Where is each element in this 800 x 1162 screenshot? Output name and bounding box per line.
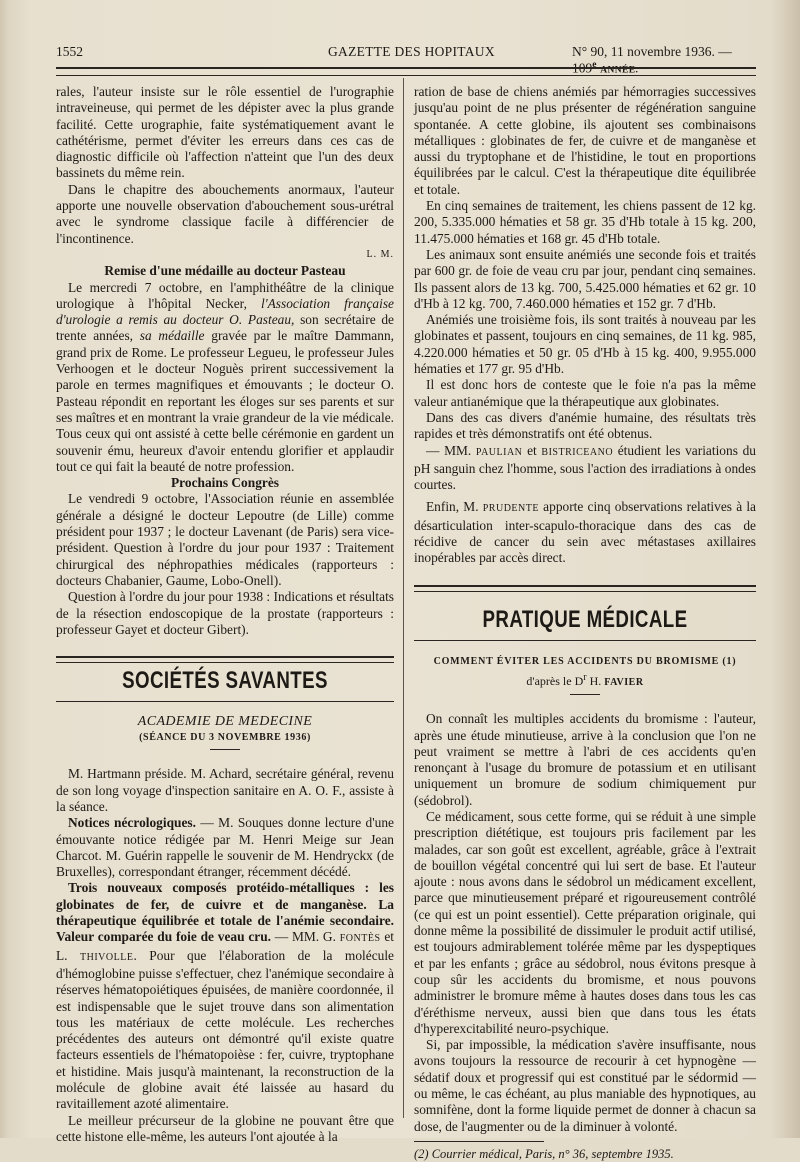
article-paragraph: rales, l'auteur insiste sur le rôle essentiel de l'urographie intraveineuse, qui permet de les dépister avec la plus grande facilité. Cette urographie, faite systématiquement avant le cathétérisme, permet d'éviter les erreurs dans ces cas de diagnostic difficile où l'affection n'atteint que l'un des deux bassinets du même rein. [56,84,394,181]
article-paragraph: On connaît les multiples accidents du bromisme : l'auteur, après une étude minutieuse, arrive à la conclusion que l'on ne peut vraiment se mettre à l'abri de ces accidents qu'en renonçant à l'usage du bromure de potassium et en utilisant uniquement un bromure de sodium chimiquement pur (sédobrol). [414,711,756,808]
section-title-societes-savantes: SOCIÉTÉS SAVANTES [122,667,328,695]
section-title-pratique-medicale: PRATIQUE MÉDICALE [482,605,688,633]
heading-prochains-congres: Prochains Congrès [171,475,279,491]
section-rule [56,701,394,702]
journal-title: GAZETTE DES HOPITAUX [328,44,495,59]
article-paragraph: Les animaux sont ensuite anémiés une seconde fois et traités par 600 gr. de foie de veau cru par jour, pendant cinq semaines. Ils passent alors de 13 kg. 700, 5.425.000 hématies et 62 gr. 10 d'Hb à 12 kg. 700, 7.460.000 hématies et 152 gr. 7 d'Hb. [414,246,756,311]
left-column [56,84,394,1145]
heading-remise-medaille: Remise d'une médaille au docteur Pasteau [104,263,346,279]
short-rule [210,749,240,750]
article-paragraph: M. Hartmann préside. M. Achard, secrétaire général, revenu de son long voyage d'inspection sanitaire en A. O. F., assiste à la séance. [56,766,394,814]
article-paragraph: Trois nouveaux composés protéido-métalliques : les globinates de fer, de cuivre et de manganèse. La thérapeutique équilibrée et totale de l'anémie secondaire. Valeur comparée du foie de veau cru. — MM. G. FONTÈS et L. THIVOLLE. Pour que l'élaboration de la molécule d'hémoglobine puisse s'effectuer, chez l'anémique secondaire à réserves hématopoiétiques épuisées, de manière coordonnée, il est indispensable que le sujet trouve dans son alimentation tous les matériaux de cette molécule. Les recherches précédentes des auteurs ont démontré qu'il existe quatre facteurs essentiels de l'hématopoièse : fer, cuivre, tryptophane et histidine. Mais jusqu'à maintenant, la reconstruction de la molécule de globine avait été laissée au hasard du ravitaillement azoté alimentaire. [56,880,394,1112]
article-title-bromisme: COMMENT ÉVITER LES ACCIDENTS DU BROMISME (1) [433,655,737,667]
short-rule [570,694,600,695]
seance-date: (SÉANCE DU 3 NOVEMBRE 1936) [139,732,311,744]
article-byline: d'après le $D^r$ H. FAVIER [526,671,644,688]
section-rule [414,585,756,592]
article-paragraph: Le meilleur précurseur de la globine ne pouvant être que cette histone elle-même, les auteurs l'ont ajoutée à la [56,1112,394,1144]
section-rule [56,656,394,663]
page-number: 1552 [56,44,83,59]
right-column [414,84,756,1162]
article-paragraph: Notices nécrologiques. — M. Souques donne lecture d'une émouvante notice rédigée par M. Henri Meige sur Jean Charcot. M. Guérin rappelle le souvenir de M. Hendryckx (de Bruxelles), correspondant étranger, récemment décédé. [56,815,394,880]
page-header [56,44,756,76]
header-rule [56,67,756,76]
article-paragraph: Si, par impossible, la médication s'avère insuffisante, nous avons toujours la ressource de recourir à cet hypnogène — sédatif doux et progressif qui est constitué par le sédormid — ou même, le cas échéant, au plus maniable des hypnotiques, au somnifène, dont la forme liquide permet de donner à chacun sa dose, de l'augmenter ou de la diminuer à volonté. [414,1037,756,1134]
column-divider [403,78,404,1118]
footnote-rule [414,1141,544,1142]
article-paragraph: Dans des cas divers d'anémie humaine, des résultats très rapides et très démonstratifs ont été obtenus. [414,409,756,442]
author-signature: L. M. [366,248,394,260]
academie-heading: ACADEMIE DE MEDECINE [137,714,313,730]
footnote: (2) Courrier médical, Paris, n° 36, septembre 1935. [414,1146,674,1161]
article-paragraph: Dans le chapitre des abouchements anormaux, l'auteur apporte une nouvelle observation d'abouchement sous-urétral avec le syndrome classique facile à différencier de l'incontinence. [56,181,394,246]
issue-info: N° 90, 11 novembre 1936. — 109e ANNÉE. [572,44,732,76]
article-paragraph: Anémiés une troisième fois, ils sont traités à nouveau par les globinates et passent, toujours en cinq semaines, de 11 kg. 985, 4.220.000 hématies et 50 gr. 05 d'Hb à 15 kg. 400, 9.955.000 hématies et 177 gr. 95 d'Hb. [414,312,756,377]
article-paragraph: Le vendredi 9 octobre, l'Association réunie en assemblée générale a désigné le docteur Lepoutre (de Lille) comme président pour 1937 ; le docteur Lavenant (de Paris) sera vice-président. Question à l'ordre du jour pour 1937 : Traitement chirurgical des néphropathies médicales (rapporteurs : docteurs Chabanier, Gaume, Lobo-Onell). [56,491,394,588]
article-paragraph: Le mercredi 7 octobre, en l'amphithéâtre de la clinique urologique à l'hôpital Necker, l'Association française d'urologie a remis au docteur O. Pasteau, son secrétaire de trente années, sa médaille gravée par le maître Dammann, grand prix de Rome. Le professeur Legueu, le professeur Jules Verhoogen et le docteur Noguès prirent successivement la parole en termes magnifiques et émouvants ; le docteur O. Pasteau répondit en reportant les éloges sur ses parents et sur ses maîtres et en montrant la vraie grandeur de la vie médicale. Tous ceux qui ont assisté à cette belle cérémonie en gardent un souvenir ému, heureux d'avoir entendu glorifier et applaudir tout ce qui fait la beauté de notre profession. [56,279,394,474]
article-paragraph: Enfin, M. PRUDENTE apporte cinq observations relatives à la désarticulation inter-scapulo-thoracique dans des cas de récidive de cancer du sein avec métastases axillaires inopérables par accès direct. [414,499,757,566]
article-paragraph: Question à l'ordre du jour pour 1938 : Indications et résultats de la résection endoscopique de la prostate (rapporteurs : professeur Gayet et docteur Gibert). [56,589,394,637]
article-paragraph: — MM. PAULIAN et BISTRICEANO étudient les variations du pH sanguin chez l'homme, sous l'action des irradiations à ondes courtes. [414,442,756,493]
article-paragraph: En cinq semaines de traitement, les chiens passent de 12 kg. 200, 5.335.000 hématies et 58 gr. 35 d'Hb totale à 15 kg. 200, 11.475.000 hématies et 168 gr. 45 d'Hb totale. [414,198,756,246]
section-rule [414,640,756,641]
article-paragraph: Ce médicament, sous cette forme, qui se réduit à une simple prescription diététique, est toujours pris facilement par les malades, car son goût est excellent, agréable, grâce à l'extrait de bouillon végétal concentré qui lui sert de base. Et l'auteur ajoute : nous avons dans le sédobrol un médicament excellent, parce que minutieusement préparé et rigoureusement contrôlé (ce qui est un point essentiel). Cette préparation originale, qui donne même la possibilité de dissimuler le produit actif utilisé, est toujours admirablement tolérée même par les dyspeptiques et par les enfants ; grâce au sédobrol, nous évitons presque à coup sûr les accidents du bromisme, et nous pouvons administrer le bromure même à hautes doses dans tous les cas d'éréthisme nerveux, aussi bien que dans tous les états d'hyperexcitabilité neuro-psychique. [414,808,756,1036]
article-paragraph: ration de base de chiens anémiés par hémorragies successives jusqu'au point de ne plus présenter de régénération sanguine spontanée. A cette globine, ils ajoutent ses combinaisons métalliques : globinates de fer, de cuivre et de manganèse et aussi du tryptophane et de l'histidine, le tout en proportions équilibrées par le calcul. C'est la thérapeutique dite équilibrée et totale. [414,84,756,197]
article-paragraph: Il est donc hors de conteste que le foie n'a pas la même valeur antianémique que la thérapeutique aux globinates. [414,377,756,409]
